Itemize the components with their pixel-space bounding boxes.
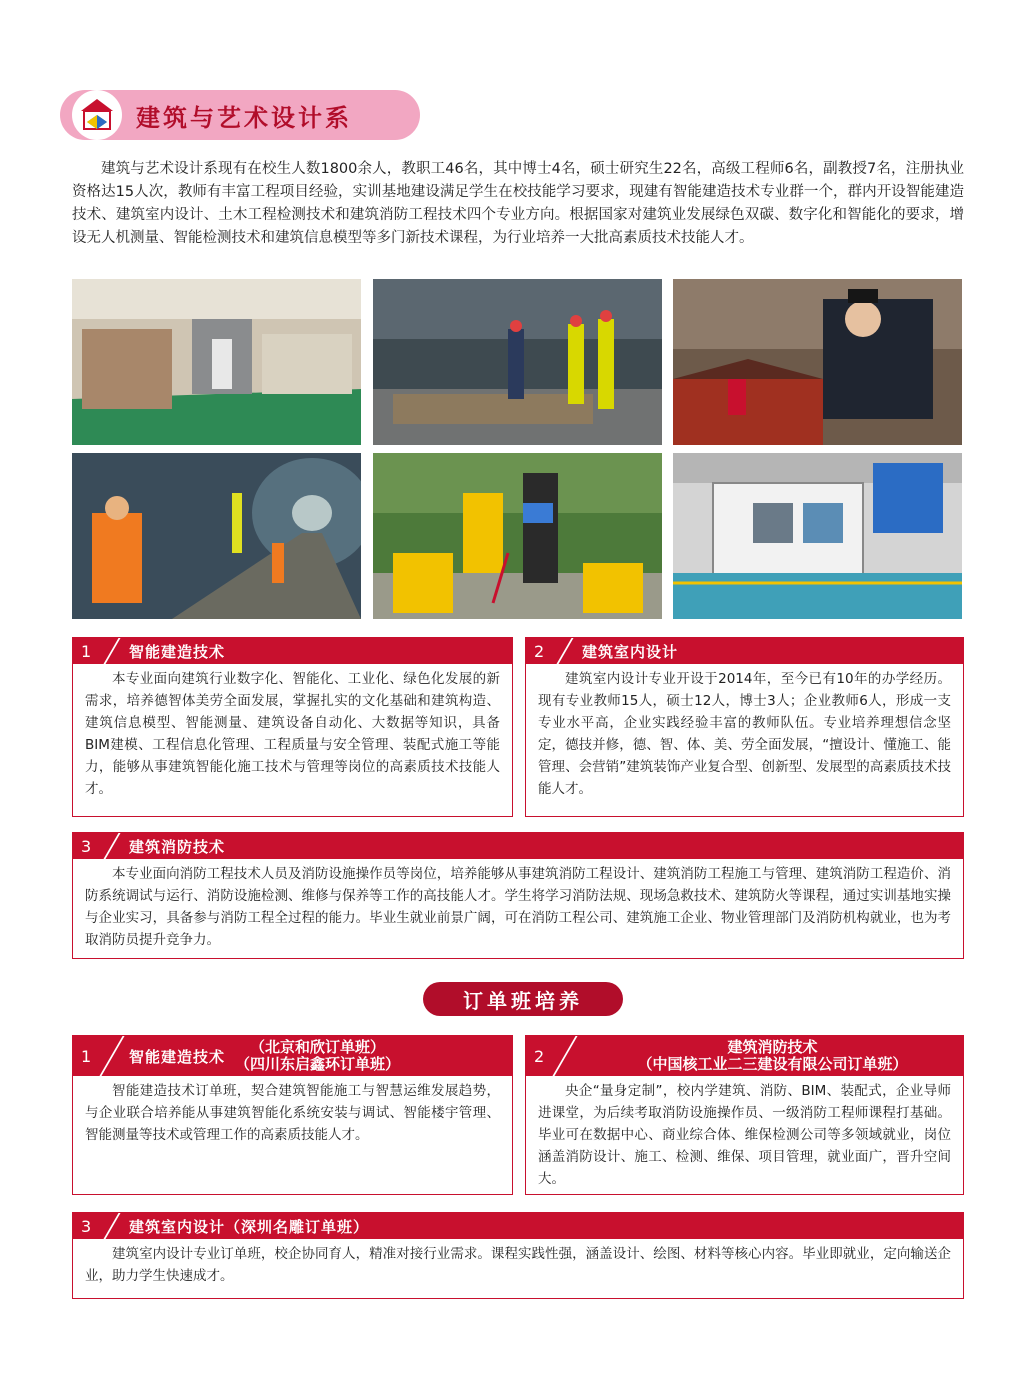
department-intro: 建筑与艺术设计系现有在校生人数1800余人，教职工46名，其中博士4名，硕士研究生22名，高级工程师6名，副教授7名，注册执业资格达15人次，教师有丰富工程项目经验，实训基地建设满足学生在校技能学习要求，现建有智能建造技术专业群一个，群内开设智能建造技术、建筑室内设计、土木工程检测技术和建筑消防工程技术四个专业方向。根据国家对建筑业发展绿色双碳、数字化和智能化的要求，增设无人机测量、智能检测技术和建筑信息模型等多门新技术课程，为行业培养一大批高素质技术技能人才。	[72, 161, 964, 246]
order-class-header	[526, 1036, 963, 1076]
department-title: 建筑与艺术设计系	[136, 102, 352, 132]
major-description: 本专业面向消防工程技术人员及消防设施操作员等岗位，培养能够从事建筑消防工程设计、建筑消防工程施工与管理、建筑消防工程造价、消防系统调试与运行、消防设施检测、维修与保养等工作的高技能人才。学生将学习消防法规、现场急救技术、建筑防火等课程，通过实训基地实操与企业实习，具备参与消防工程全过程的能力。毕业生就业前景广阔，可在消防工程公司、建筑施工企业、物业管理部门及消防机构就业，也为考取消防员提升竞争力。	[85, 866, 951, 948]
order-class-header	[73, 1213, 963, 1239]
major-number: 3	[81, 836, 92, 856]
major-box-2	[525, 637, 964, 817]
order-class-partner-1: （北京和欣订单班）	[250, 1038, 386, 1056]
order-class-partner-2: （四川东启鑫环订单班）	[235, 1055, 401, 1073]
major-box-3	[72, 832, 964, 959]
order-class-number: 1	[81, 1046, 92, 1066]
photo-tunnel-surveying	[72, 453, 361, 619]
order-class-title: 建筑消防技术	[727, 1038, 818, 1056]
order-class-partner-1: （中国核工业二三建设有限公司订单班）	[637, 1055, 908, 1073]
order-class-box-1	[72, 1035, 513, 1195]
photo-construction-lab	[373, 279, 662, 445]
order-class-title: 智能建造技术	[129, 1047, 226, 1066]
department-logo-icon	[72, 90, 122, 140]
order-class-number: 3	[81, 1216, 92, 1236]
order-class-number: 2	[534, 1046, 545, 1066]
major-box-header	[73, 833, 963, 859]
major-number: 2	[534, 641, 545, 661]
major-description: 建筑室内设计专业开设于2014年，至今已有10年的办学经历。现有专业教师15人，硕士12人，博士3人；企业教师6人，形成一支专业水平高，企业实践经验丰富的教师队伍。专业培养理想信念坚定，德技并修，德、智、体、美、劳全面发展，“擅设计、懂施工、能管理、会营销”建筑装饰产业复合型、创新型、发展型的高素质技术技能人才。	[538, 671, 951, 797]
photo-outdoor-surveying	[373, 453, 662, 619]
order-class-box-2	[525, 1035, 964, 1195]
photo-building-equipment-model	[673, 453, 962, 619]
order-class-description: 智能建造技术订单班，契合建筑智能施工与智慧运维发展趋势，与企业联合培养能从事建筑智能化系统安装与调试、智能楼宇管理、智能测量等技术或管理工作的高素质技能人才。	[85, 1083, 500, 1143]
order-section-title: 订单班培养	[423, 982, 623, 1016]
order-class-partners	[235, 1039, 400, 1073]
major-title: 智能建造技术	[129, 642, 226, 661]
order-class-description: 建筑室内设计专业订单班，校企协同育人，精准对接行业需求。课程实践性强，涵盖设计、绘图、材料等核心内容。毕业即就业，定向输送企业，助力学生快速成才。	[85, 1246, 951, 1284]
major-description: 本专业面向建筑行业数字化、智能化、工业化、绿色化发展的新需求，培养德智体美劳全面发展，掌握扎实的文化基础和建筑构造、建筑信息模型、智能测量、建筑设备自动化、大数据等知识，具备BIM建模、工程信息化管理、工程质量与安全管理、装配式施工等能力，能够从事建筑智能化施工技术与管理等岗位的高素质技术技能人才。	[85, 671, 500, 797]
major-title: 建筑室内设计	[582, 642, 679, 661]
order-class-description: 央企“量身定制”，校内学建筑、消防、BIM、装配式，企业导师进课堂，为后续考取消防设施操作员、一级消防工程师课程打基础。毕业可在数据中心、商业综合体、维保检测公司等多领域就业，岗位涵盖消防设计、施工、检测、维保、项目管理，就业面广，晋升空间大。	[538, 1083, 951, 1187]
order-class-box-3	[72, 1212, 964, 1299]
major-number: 1	[81, 641, 92, 661]
photo-student-model-building	[673, 279, 962, 445]
major-box-1	[72, 637, 513, 817]
major-title: 建筑消防技术	[129, 837, 226, 856]
order-class-header	[73, 1036, 512, 1076]
department-header	[60, 90, 420, 140]
major-box-header	[526, 638, 963, 664]
order-class-title: 建筑室内设计（深圳名雕订单班）	[129, 1217, 370, 1236]
photo-interior-training-hall	[72, 279, 361, 445]
order-class-title-block	[582, 1039, 963, 1073]
major-box-header	[73, 638, 512, 664]
